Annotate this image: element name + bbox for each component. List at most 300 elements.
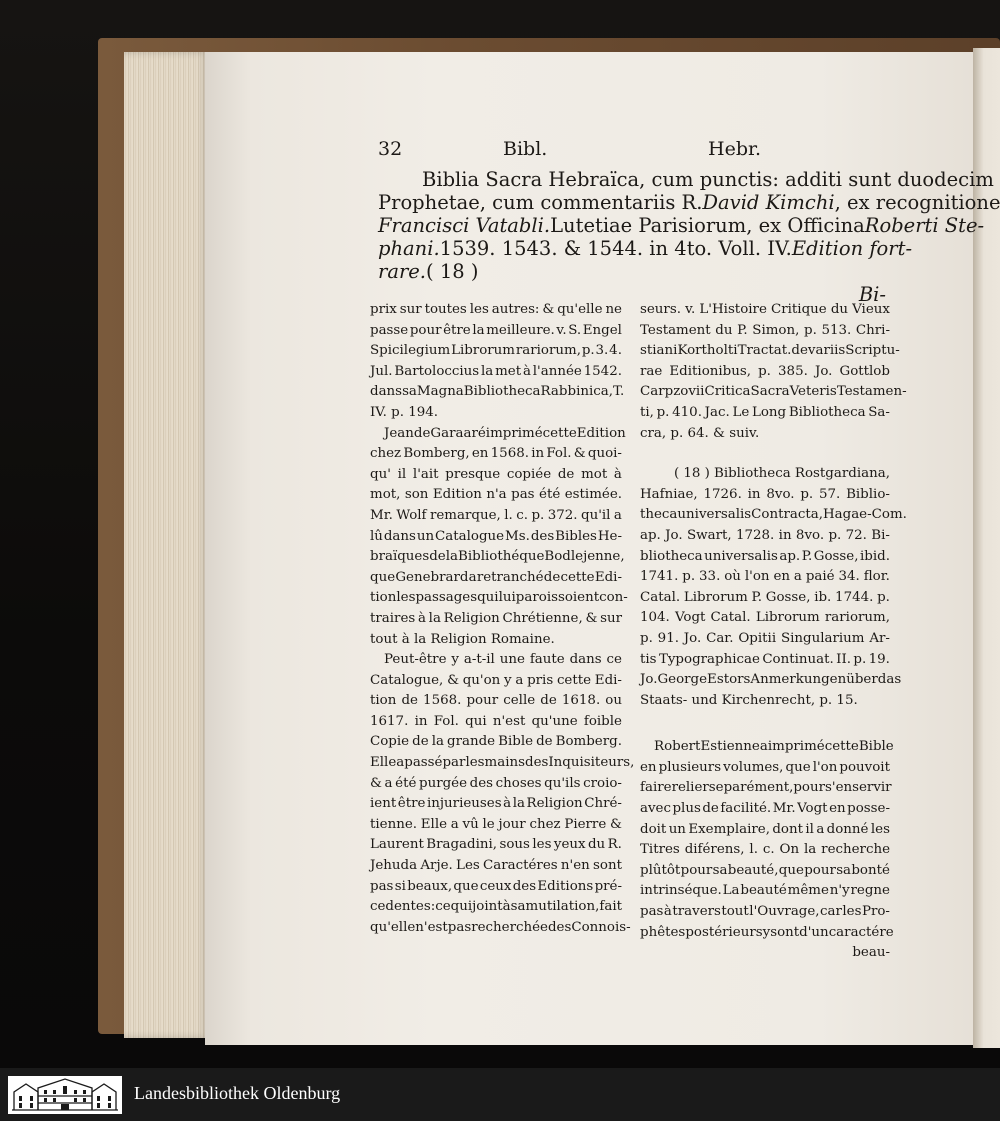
word: Ms. xyxy=(505,528,530,544)
text-line xyxy=(640,526,890,547)
word: la xyxy=(472,322,485,338)
word: Jean xyxy=(384,425,414,441)
word: de xyxy=(413,425,431,441)
word: yeux xyxy=(553,837,586,853)
word: Inquisiteurs, xyxy=(548,755,635,771)
word: Tractat. xyxy=(737,343,792,359)
entry-italic: Edition fort- xyxy=(791,237,913,260)
library-building-icon xyxy=(8,1076,122,1114)
word: l'on xyxy=(812,759,838,775)
word: in xyxy=(747,486,761,502)
word: Swart, xyxy=(686,527,732,543)
institution-name: Landesbibliothek Oldenburg xyxy=(134,1083,341,1103)
word: 385. xyxy=(778,363,808,379)
word: 18 xyxy=(683,466,701,482)
text-line xyxy=(370,382,625,403)
word: la xyxy=(445,549,459,565)
word: l'Ouvrage, xyxy=(749,904,820,920)
word: qu'elle xyxy=(370,919,416,935)
text-line xyxy=(370,362,622,383)
word: Pro- xyxy=(861,904,890,920)
word: fait xyxy=(599,899,622,915)
word: Chrétienne, xyxy=(502,610,583,626)
word: Jac. xyxy=(704,404,730,420)
word: du xyxy=(587,837,606,853)
word: toutes xyxy=(424,302,467,317)
word: Le xyxy=(732,404,750,420)
word: Estienne xyxy=(700,739,760,755)
word: dans xyxy=(370,384,403,400)
word: Sa- xyxy=(868,404,890,420)
word: 1568. xyxy=(423,693,462,709)
text-line xyxy=(640,362,890,383)
footer-bar xyxy=(0,1068,1000,1121)
word: diférens, xyxy=(684,842,745,858)
word: Carpzovii xyxy=(640,384,705,400)
text-line xyxy=(370,815,622,836)
word: Spicilegium xyxy=(370,343,451,359)
word: qu' xyxy=(370,466,391,482)
word: purgée xyxy=(419,775,468,791)
word: T. xyxy=(613,384,625,400)
word: qui xyxy=(465,713,487,729)
word: d'un xyxy=(799,924,829,940)
word: qu'il xyxy=(581,507,611,523)
word: cette xyxy=(542,425,577,441)
word: sa xyxy=(510,899,526,915)
word: Jul. xyxy=(370,363,393,379)
word: Contracta, xyxy=(751,507,823,523)
word: Copie xyxy=(370,734,410,750)
entry-italic: Francisci Vatabli. xyxy=(378,214,551,237)
word: caractére xyxy=(828,924,894,940)
word: ce xyxy=(606,652,622,668)
word: p. xyxy=(656,404,670,420)
word: sous xyxy=(499,837,530,853)
word: Edi- xyxy=(594,569,622,585)
word: bliotheca xyxy=(640,548,703,564)
text-line xyxy=(640,799,890,820)
paragraph-gap xyxy=(640,711,890,737)
word: qu'on xyxy=(462,672,501,688)
word: les xyxy=(870,821,890,837)
entry-text: Biblia Sacra Hebraïca, cum punctis: additi sunt duodecim xyxy=(422,168,994,191)
word: Bibliothéque xyxy=(458,549,545,565)
word: du xyxy=(715,322,733,338)
word: Rabbinica, xyxy=(540,384,613,400)
word: quoi- xyxy=(587,446,622,462)
word: jour xyxy=(498,816,526,832)
word: les xyxy=(396,590,416,606)
word: injurieuses xyxy=(426,796,502,812)
word: du xyxy=(830,302,849,317)
text-line xyxy=(640,840,890,861)
text-line: Staats- und Kirchenrecht, p. 15. xyxy=(640,692,858,708)
entry-italic: Roberti Ste- xyxy=(864,214,985,237)
word: faute xyxy=(529,652,565,668)
word: des xyxy=(530,528,555,544)
word: cette xyxy=(824,739,859,755)
word: ceux xyxy=(479,878,512,894)
word: que xyxy=(453,878,479,894)
entry-italic: rare. xyxy=(378,260,427,283)
word: R. xyxy=(607,837,622,853)
word: Religion xyxy=(526,796,583,812)
page-edges xyxy=(124,52,210,1038)
text-line xyxy=(640,923,894,944)
text-line xyxy=(640,820,890,841)
text-line: cra, p. 64. & suiv. xyxy=(640,425,760,441)
word: la xyxy=(512,796,525,812)
word: a xyxy=(613,507,622,523)
text-line xyxy=(370,794,622,815)
text-line xyxy=(370,897,622,918)
bibliographic-entry xyxy=(378,168,1000,306)
word: l'on xyxy=(744,569,770,585)
word: Continuat. xyxy=(762,651,834,667)
word: seurs. xyxy=(640,302,681,317)
word: retranché xyxy=(476,569,544,585)
word: n'est xyxy=(492,713,526,729)
word: cette xyxy=(556,672,592,688)
word: 3. xyxy=(595,343,609,359)
word: p. xyxy=(682,569,696,585)
word: par xyxy=(442,755,466,771)
word: prix xyxy=(370,302,397,317)
word: tion xyxy=(370,590,397,606)
word: 1726. xyxy=(703,486,742,502)
word: a xyxy=(816,821,825,837)
word: p. xyxy=(581,343,595,359)
text-line: tout à la Religion Romaine. xyxy=(370,631,555,647)
word: Arje. xyxy=(420,858,453,874)
text-line xyxy=(370,527,622,548)
word: sont xyxy=(593,858,622,874)
word: Bodlejenne, xyxy=(544,549,625,565)
text-line xyxy=(640,341,900,362)
word: pas xyxy=(511,487,535,503)
word: stiani xyxy=(640,343,678,359)
word: Estors xyxy=(707,672,751,688)
word: braïques xyxy=(370,549,430,565)
word: dont xyxy=(772,821,803,837)
word: de xyxy=(536,734,553,750)
word: Typographicae xyxy=(658,651,760,667)
word: S. xyxy=(568,322,582,338)
catchword-text: Bi- xyxy=(858,283,886,306)
word: de xyxy=(412,734,429,750)
entry-line xyxy=(378,260,886,283)
word: rariorum, xyxy=(824,610,890,626)
word: intrinséque. xyxy=(640,883,722,899)
word: Gosse, xyxy=(813,548,859,564)
word: pouvoit xyxy=(839,759,890,775)
text-line: IV. p. 194. xyxy=(370,404,439,420)
word: Pierre xyxy=(564,816,607,832)
text-line xyxy=(370,485,622,506)
word: Ar- xyxy=(869,630,890,646)
word: Vogt xyxy=(674,610,706,626)
word: 1741. xyxy=(640,569,679,585)
word: Peut-être xyxy=(384,652,447,668)
word: mains xyxy=(484,755,526,771)
word: donné xyxy=(826,821,869,837)
word: des xyxy=(512,878,537,894)
text-line xyxy=(370,918,631,939)
word: & xyxy=(610,816,622,832)
word: posse- xyxy=(847,801,890,817)
word: a xyxy=(450,816,459,832)
word: le xyxy=(482,816,495,832)
text-line xyxy=(640,547,890,568)
word: copiée xyxy=(506,466,552,482)
word: p. xyxy=(640,630,653,646)
word: Catalogue, xyxy=(370,672,444,688)
text-line xyxy=(640,403,890,424)
word: l'année xyxy=(532,363,582,379)
word: v. xyxy=(685,302,696,317)
word: doit xyxy=(640,821,667,837)
word: George xyxy=(657,672,708,688)
word: paié xyxy=(805,569,835,585)
word: sa xyxy=(712,862,728,878)
word: de xyxy=(543,569,561,585)
word: Catalogue xyxy=(435,528,505,544)
text-line xyxy=(370,753,635,774)
word: en xyxy=(829,801,846,817)
word: ne xyxy=(605,302,622,317)
word: Testament xyxy=(640,322,711,338)
word: pour xyxy=(680,862,713,878)
text-line xyxy=(370,877,622,898)
entry-text: 1539. 1543. & 1544. in 4to. Voll. IV. xyxy=(439,237,792,260)
word: Wolf xyxy=(396,507,427,523)
word: Testamen- xyxy=(836,384,907,400)
word: beaux, xyxy=(407,878,453,894)
word: sont xyxy=(770,924,800,940)
word: & xyxy=(370,775,382,791)
word: pré- xyxy=(594,878,622,894)
word: estimée. xyxy=(564,487,622,503)
text-line xyxy=(370,300,622,321)
word: c. xyxy=(762,842,775,858)
word: Magna xyxy=(416,384,464,400)
word: en xyxy=(471,446,489,462)
word: Bi- xyxy=(871,527,890,543)
word: met xyxy=(495,363,522,379)
word: Bibles xyxy=(555,528,597,544)
word: à xyxy=(613,466,622,482)
word: Les xyxy=(456,858,480,874)
word: theca xyxy=(640,507,678,523)
word: Chré- xyxy=(584,796,622,812)
word: celle xyxy=(503,693,536,709)
word: Elle xyxy=(420,816,448,832)
word: plûtôt xyxy=(640,862,681,878)
word: pour xyxy=(466,693,499,709)
word: Edition xyxy=(432,487,482,503)
text-line xyxy=(640,588,890,609)
word: 410. xyxy=(672,404,702,420)
word: avec xyxy=(640,801,671,817)
word: en xyxy=(773,569,790,585)
word: bonté xyxy=(851,862,890,878)
word: Singularium xyxy=(780,630,865,646)
word: un xyxy=(416,528,435,544)
word: Veteris xyxy=(789,384,837,400)
word: Mr. xyxy=(772,801,796,817)
word: v. xyxy=(556,322,567,338)
word: lû xyxy=(370,528,383,544)
word: dans xyxy=(383,528,416,544)
word: pour xyxy=(409,322,442,338)
word: & xyxy=(585,610,598,626)
word: n'y xyxy=(829,883,850,899)
word: des xyxy=(525,755,549,771)
word: autres: xyxy=(491,302,540,317)
word: a xyxy=(384,775,393,791)
word: Editions xyxy=(537,878,594,894)
word: 372. xyxy=(547,507,578,523)
word: Bible xyxy=(498,734,534,750)
header-right: Hebr. xyxy=(708,138,762,160)
word: universalis xyxy=(704,548,778,564)
word: Bragadini, xyxy=(426,837,498,853)
word: l. xyxy=(504,507,513,523)
word: où xyxy=(724,569,741,585)
word: un xyxy=(668,821,686,837)
word: l. xyxy=(749,842,758,858)
word: cette xyxy=(560,569,595,585)
word: flor. xyxy=(863,569,890,585)
word: phêtes xyxy=(640,924,686,940)
word: & xyxy=(447,672,459,688)
word: über xyxy=(846,672,878,688)
word: ap. xyxy=(779,548,801,564)
word: s'en xyxy=(825,780,853,796)
word: les xyxy=(469,302,489,317)
text-line xyxy=(370,774,622,795)
word: p. xyxy=(877,589,890,605)
word: 34. xyxy=(838,569,860,585)
word: choses xyxy=(495,775,542,791)
word: réimprimé xyxy=(471,425,543,441)
word: des xyxy=(469,775,494,791)
word: separément, xyxy=(708,780,794,796)
word: pas xyxy=(370,878,394,894)
word: Editionibus, xyxy=(669,363,751,379)
word: Edition xyxy=(576,425,626,441)
word: 513. xyxy=(821,322,852,338)
word: 104. xyxy=(640,610,670,626)
word: car xyxy=(820,904,842,920)
text-line xyxy=(370,856,622,877)
word: Bomberg. xyxy=(555,734,622,750)
word: ap. xyxy=(640,527,661,543)
word: Bibliotheca xyxy=(788,404,866,420)
word: Scriptu- xyxy=(845,343,900,359)
word: passages xyxy=(415,590,478,606)
word: plus xyxy=(672,801,701,817)
word: beauté, xyxy=(727,862,779,878)
word: recherche xyxy=(821,842,890,858)
word: 1618. xyxy=(561,693,601,709)
word: Librorum xyxy=(755,610,820,626)
word: passe xyxy=(370,322,409,338)
word: in xyxy=(414,713,428,729)
word: Car. xyxy=(706,630,734,646)
word: Caractéres xyxy=(483,858,558,874)
entry-text: , ex recognitione xyxy=(834,191,1000,214)
word: Gara xyxy=(430,425,464,441)
text-line xyxy=(640,321,890,342)
text-line xyxy=(370,671,622,692)
word: de xyxy=(429,549,446,565)
text-line xyxy=(640,881,890,902)
entry-line xyxy=(378,168,994,191)
word: sur xyxy=(600,610,622,626)
word: tis xyxy=(640,651,657,667)
text-line xyxy=(640,464,890,485)
catchword: beau- xyxy=(852,945,890,961)
text-line xyxy=(370,341,622,362)
word: une xyxy=(499,652,525,668)
word: qu'ils xyxy=(544,775,581,791)
word: Librorum xyxy=(451,343,515,359)
word: Jo. xyxy=(814,363,833,379)
word: pour xyxy=(793,780,826,796)
text-line xyxy=(640,300,890,321)
word: in xyxy=(778,527,792,543)
word: ) xyxy=(704,466,710,482)
word: plusieurs xyxy=(658,759,722,775)
text-line xyxy=(640,758,890,779)
word: Hafniae, xyxy=(640,486,698,502)
paragraph-gap xyxy=(640,444,890,464)
word: p. xyxy=(531,507,545,523)
word: mot, xyxy=(370,487,401,503)
word: Edi- xyxy=(594,672,622,688)
word: Gosse, xyxy=(765,589,811,605)
text-line xyxy=(640,382,907,403)
word: ib. xyxy=(814,589,832,605)
word: n'en xyxy=(560,858,590,874)
word: a xyxy=(793,569,802,585)
word: servir xyxy=(852,780,892,796)
word: faire xyxy=(640,780,672,796)
word: joint xyxy=(472,899,503,915)
word: pour xyxy=(804,862,836,878)
word: croio- xyxy=(583,775,622,791)
word: On xyxy=(779,842,800,858)
word: relier xyxy=(671,780,709,796)
text-line xyxy=(370,506,622,527)
word: presque xyxy=(445,466,501,482)
word: ibid. xyxy=(859,548,890,564)
word: à xyxy=(417,610,426,626)
word: imprimé xyxy=(767,739,825,755)
word: ti, xyxy=(640,404,654,420)
text-line xyxy=(370,609,622,630)
entry-italic: phani. xyxy=(378,237,440,260)
text-line xyxy=(640,670,902,691)
text-line xyxy=(370,568,622,589)
text-line xyxy=(370,835,622,856)
word: p. xyxy=(758,363,771,379)
word: qui xyxy=(450,899,473,915)
word: a xyxy=(759,739,768,755)
word: Catal. xyxy=(710,610,751,626)
